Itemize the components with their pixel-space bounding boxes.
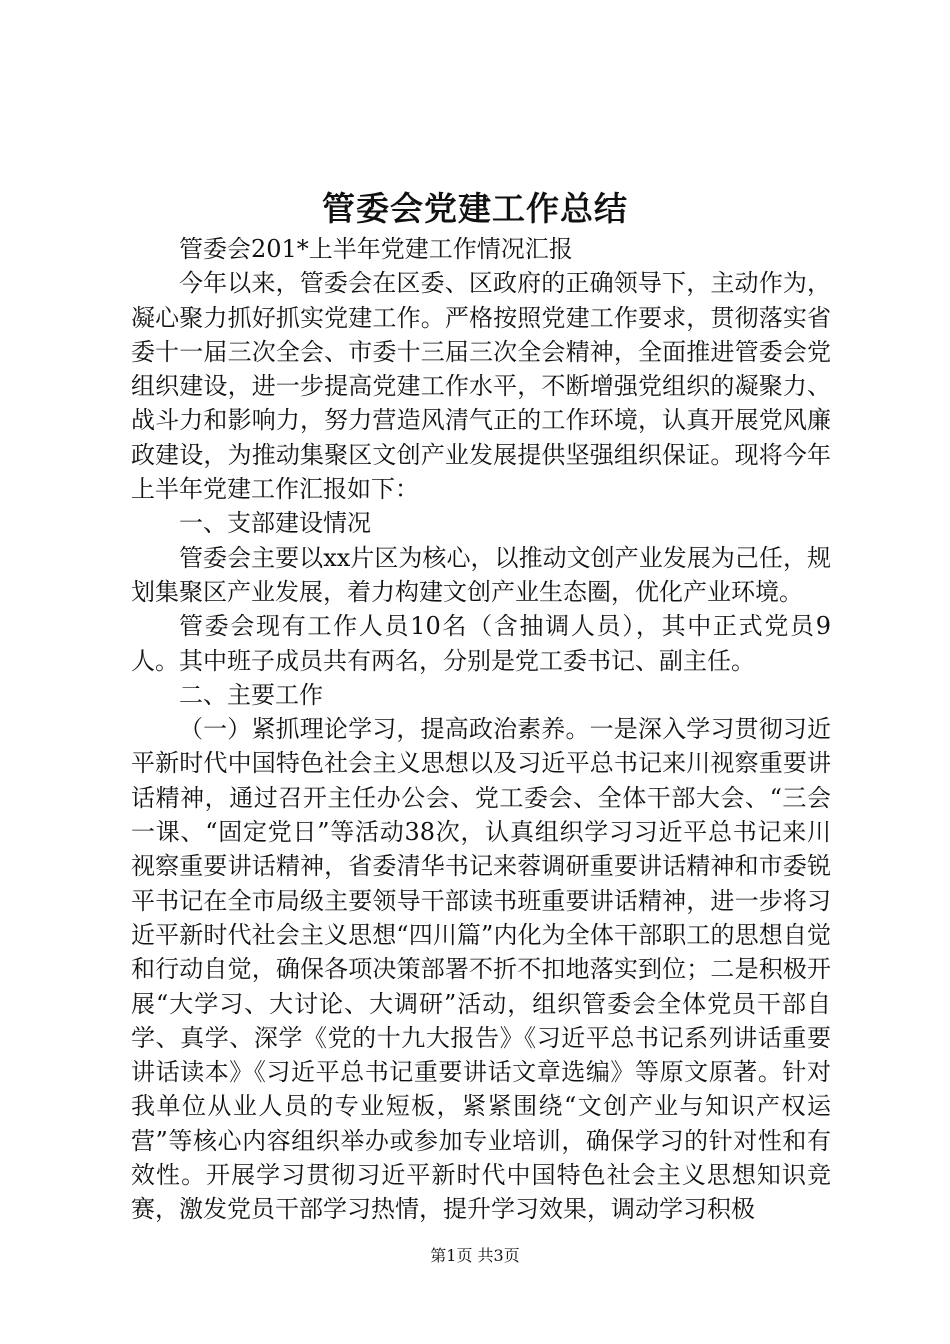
document-title: 管委会党建工作总结 — [322, 189, 628, 228]
branch-paragraph-2: 管委会现有工作人员10名（含抽调人员），其中正式党员9人。其中班子成员共有两名，分别是党工委书记、副主任。 — [131, 612, 831, 675]
report-subtitle: 管委会201*上半年党建工作情况汇报 — [179, 235, 573, 263]
branch-paragraph-1: 管委会主要以xx片区为核心，以推动文创产业发展为己任，规划集聚区产业发展，着力构建文创产业生态圈，优化产业环境。 — [131, 543, 831, 606]
section-heading-main-work: 二、主要工作 — [179, 680, 323, 709]
main-work-paragraph-1: （一）紧抓理论学习，提高政治素养。一是深入学习贯彻习近平新时代中国特色社会主义思想以及习近平总书记来川视察重要讲话精神，通过召开主任办公会、党工委会、全体干部大会、“三会一课、“固定党日”等活动38次，认真组织学习习近平总书记来川视察重要讲话精神，省委清华书记来蓉调研重要讲话精神和市委锐平书记在全市局级主要领导干部读书班重要讲话精神，进一步将习近平新时代社会主义思想“四川篇”内化为全体干部职工的思想自觉和行动自觉，确保各项决策部署不折不扣地落实到位；二是积极开展“大学习、大讨论、大调研”活动，组织管委会全体党员干部自学、真学、深学《党的十九大报告》《习近平总书记系列讲话重要讲话读本》《习近平总书记重要讲话文章选编》等原文原著。针对我单位从业人员的专业短板，紧紧围绕“文创产业与知识产权运营”等核心内容组织举办或参加专业培训，确保学习的针对性和有效性。开展学习贯彻习近平新时代中国特色社会主义思想知识竞赛，激发党员干部学习热情，提升学习效果，调动学习积极 — [131, 715, 831, 1224]
intro-paragraph: 今年以来，管委会在区委、区政府的正确领导下，主动作为，凝心聚力抓好抓实党建工作。严格按照党建工作要求，贯彻落实省委十一届三次全会、市委十三届三次全会精神，全面推进管委会党组织建设，进一步提高党建工作水平，不断增强党组织的凝聚力、战斗力和影响力，努力营造风清气正的工作环境，认真开展党风廉政建设，为推动集聚区文创产业发展提供坚强组织保证。现将今年上半年党建工作汇报如下： — [131, 269, 831, 504]
document-body — [131, 232, 831, 1227]
page-footer: 第1页 共3页 — [430, 1246, 520, 1265]
section-heading-branch-construction: 一、支部建设情况 — [179, 509, 371, 538]
